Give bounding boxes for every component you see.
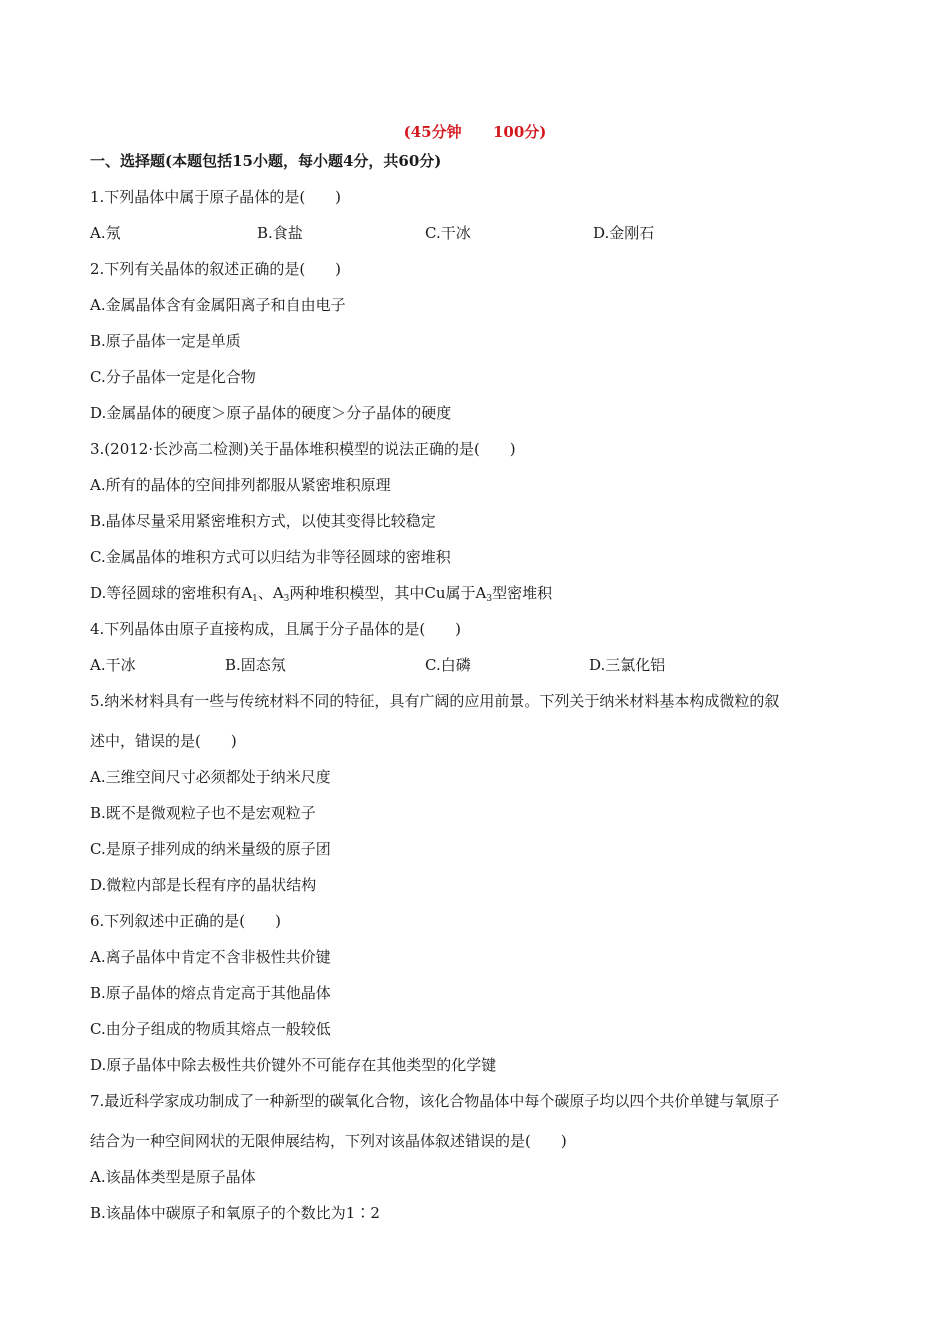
question-5-option-c: C.是原子排列成的纳米量级的原子团 bbox=[90, 840, 331, 858]
question-7-option-b: B.该晶体中碳原子和氧原子的个数比为1∶2 bbox=[90, 1204, 380, 1222]
question-1-option-c: C.干冰 bbox=[425, 224, 471, 242]
question-6-option-b: B.原子晶体的熔点肯定高于其他晶体 bbox=[90, 984, 331, 1002]
subscript: 1 bbox=[252, 594, 258, 604]
question-1-option-d: D.金刚石 bbox=[593, 224, 655, 242]
question-7-option-a: A.该晶体类型是原子晶体 bbox=[90, 1168, 256, 1186]
question-3-option-d-part3: 两种堆积模型，其中Cu属于A bbox=[289, 584, 487, 602]
question-3-option-d-part4: 型密堆积 bbox=[492, 584, 553, 602]
question-3-option-d-part1: D.等径圆球的密堆积有A bbox=[90, 584, 253, 602]
question-6-option-c: C.由分子组成的物质其熔点一般较低 bbox=[90, 1020, 331, 1038]
section-title: 一、选择题(本题包括15小题，每小题4分，共60分) bbox=[90, 152, 442, 170]
question-3-option-a: A.所有的晶体的空间排列都服从紧密堆积原理 bbox=[90, 476, 391, 494]
subscript: 3 bbox=[486, 594, 493, 604]
question-4-stem: 4.下列晶体由原子直接构成，且属于分子晶体的是( ) bbox=[90, 620, 462, 638]
question-4-option-a: A.干冰 bbox=[90, 656, 136, 674]
question-4-option-d: D.三氯化铝 bbox=[589, 656, 666, 674]
question-2-option-b: B.原子晶体一定是单质 bbox=[90, 332, 241, 350]
question-1-stem: 1.下列晶体中属于原子晶体的是( ) bbox=[90, 188, 342, 206]
question-2-stem: 2.下列有关晶体的叙述正确的是( ) bbox=[90, 260, 342, 278]
question-3-option-d bbox=[90, 583, 552, 609]
question-5-option-b: B.既不是微观粒子也不是宏观粒子 bbox=[90, 804, 316, 822]
question-6-option-a: A.离子晶体中肯定不含非极性共价键 bbox=[90, 948, 331, 966]
question-7-stem-line2: 结合为一种空间网状的无限伸展结构，下列对该晶体叙述错误的是( ) bbox=[90, 1132, 567, 1150]
question-1-option-b: B.食盐 bbox=[257, 224, 303, 242]
question-6-option-d: D.原子晶体中除去极性共价键外不可能存在其他类型的化学键 bbox=[90, 1056, 497, 1074]
question-3-option-b: B.晶体尽量采用紧密堆积方式，以使其变得比较稳定 bbox=[90, 512, 436, 530]
question-5-stem-line1: 5.纳米材料具有一些与传统材料不同的特征，具有广阔的应用前景。下列关于纳米材料基本构成微粒的叙 bbox=[90, 692, 780, 710]
question-3-option-d-part2: 、A bbox=[257, 584, 284, 602]
question-2-option-c: C.分子晶体一定是化合物 bbox=[90, 368, 256, 386]
question-5-option-d: D.微粒内部是长程有序的晶状结构 bbox=[90, 876, 317, 894]
question-4-option-b: B.固态氖 bbox=[225, 656, 286, 674]
question-1-option-a: A.氖 bbox=[90, 224, 121, 242]
question-2-option-d: D.金属晶体的硬度＞原子晶体的硬度＞分子晶体的硬度 bbox=[90, 404, 452, 422]
question-7-stem-line1: 7.最近科学家成功制成了一种新型的碳氧化合物，该化合物晶体中每个碳原子均以四个共价单键与氧原子 bbox=[90, 1092, 780, 1110]
question-3-stem: 3.(2012·长沙高二检测)关于晶体堆积模型的说法正确的是( ) bbox=[90, 440, 516, 458]
question-3-option-c: C.金属晶体的堆积方式可以归结为非等径圆球的密堆积 bbox=[90, 548, 451, 566]
question-4-option-c: C.白磷 bbox=[425, 656, 471, 674]
question-5-stem-line2: 述中，错误的是( ) bbox=[90, 732, 237, 750]
time-score-header: (45分钟 100分) bbox=[403, 123, 547, 141]
subscript: 3 bbox=[283, 594, 290, 604]
question-5-option-a: A.三维空间尺寸必须都处于纳米尺度 bbox=[90, 768, 331, 786]
question-6-stem: 6.下列叙述中正确的是( ) bbox=[90, 912, 282, 930]
question-2-option-a: A.金属晶体含有金属阳离子和自由电子 bbox=[90, 296, 346, 314]
